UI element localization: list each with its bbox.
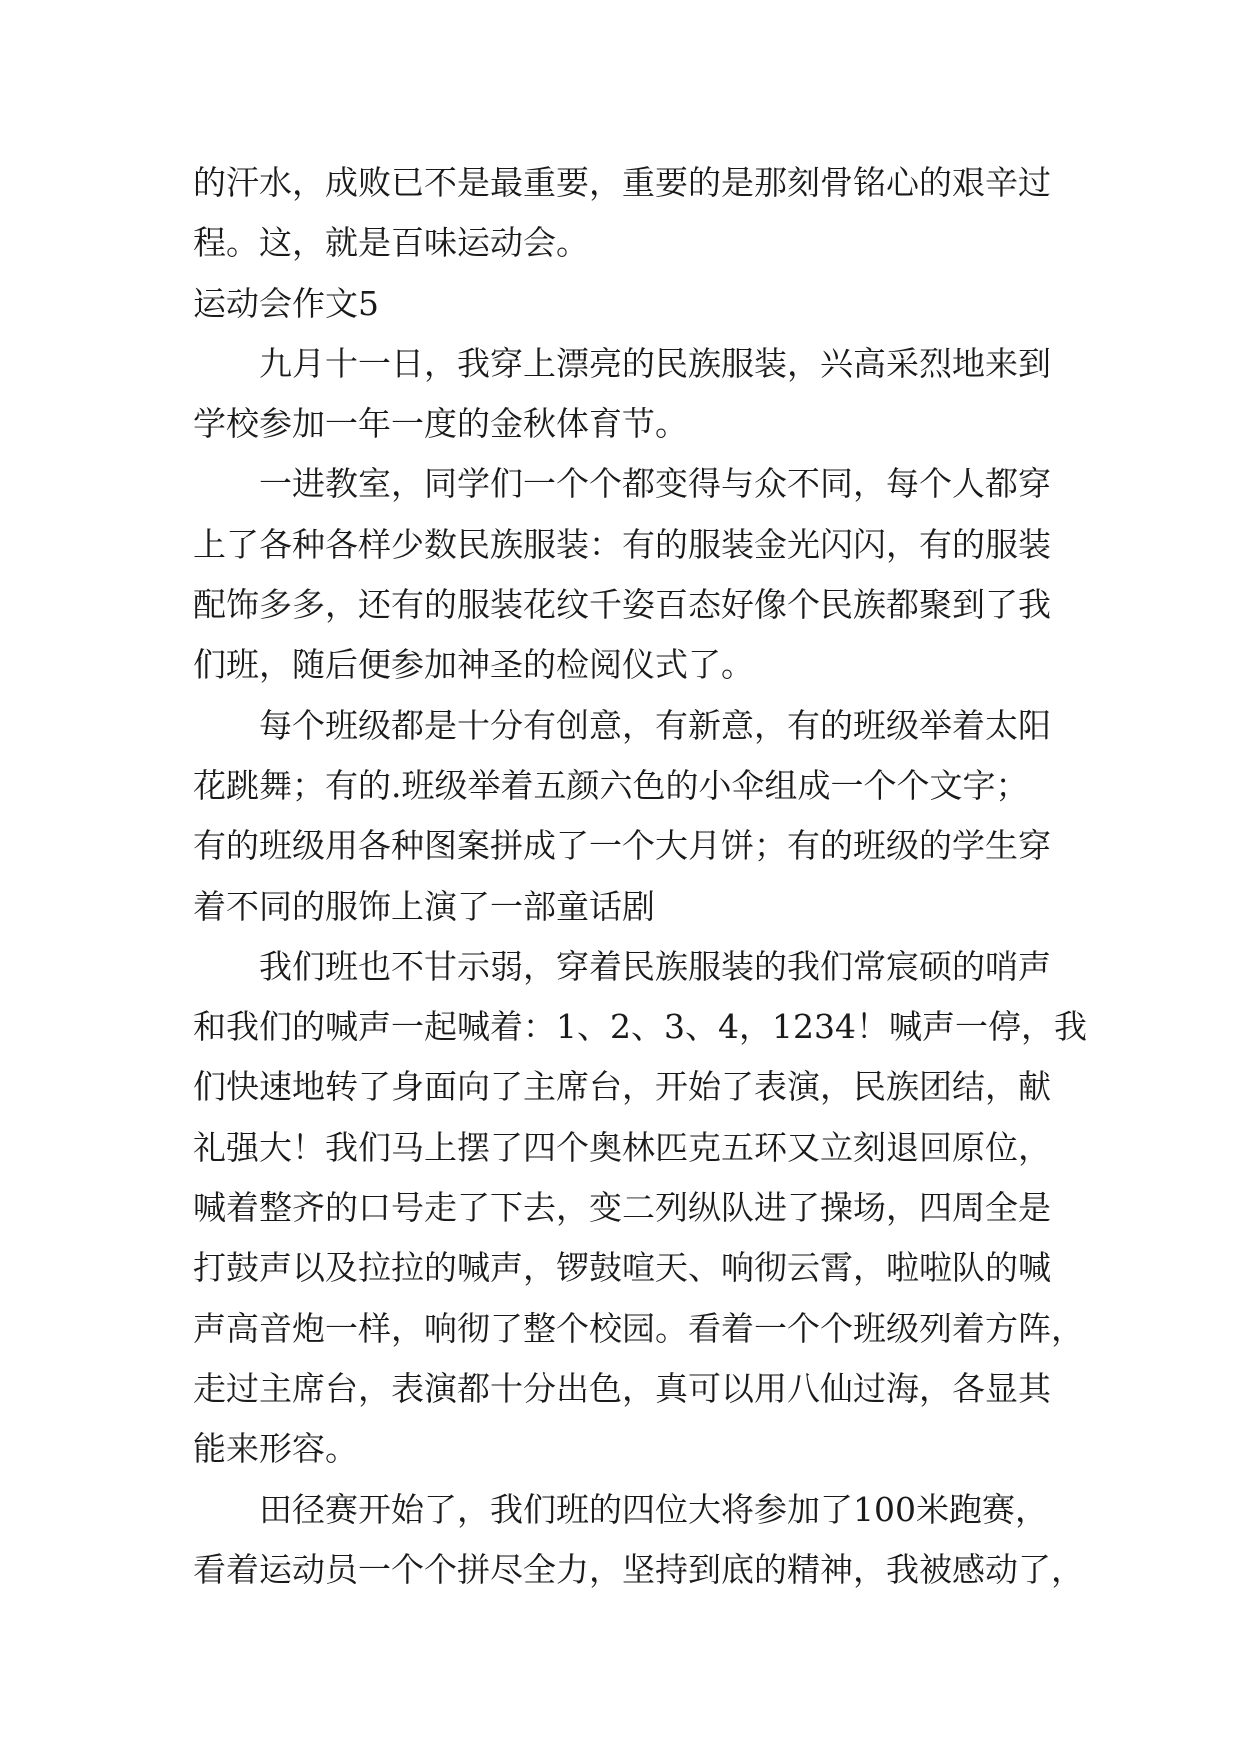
text-line: 程。这，就是百味运动会。 (193, 223, 589, 263)
text-line: 花跳舞；有的.班级举着五颜六色的小伞组成一个个文字； (193, 765, 1029, 805)
text-line: 能来形容。 (193, 1429, 358, 1469)
text-line: 的汗水，成败已不是最重要，重要的是那刻骨铭心的艰辛过 (193, 163, 1051, 202)
text-line: 上了各种各样少数民族服装：有的服装金光闪闪，有的服装 (193, 524, 1051, 564)
text-line: 一进教室，同学们一个个都变得与众不同，每个人都穿 (259, 464, 1051, 504)
text-line: 每个班级都是十分有创意，有新意，有的班级举着太阳 (259, 705, 1051, 745)
text-line: 田径赛开始了，我们班的四位大将参加了100米跑赛， (259, 1489, 1048, 1529)
text-line: 学校参加一年一度的金秋体育节。 (193, 404, 688, 444)
text-line: 着不同的服饰上演了一部童话剧 (193, 886, 655, 926)
text-line: 们快速地转了身面向了主席台，开始了表演，民族团结，献 (193, 1067, 1051, 1107)
text-line: 打鼓声以及拉拉的喊声，锣鼓喧天、响彻云霄，啦啦队的喊 (193, 1248, 1051, 1288)
text-line: 和我们的喊声一起喊着：1、2、3、4，1234！喊声一停，我 (193, 1007, 1087, 1047)
text-line: 九月十一日，我穿上漂亮的民族服装，兴高采烈地来到 (259, 343, 1051, 383)
text-line: 走过主席台，表演都十分出色，真可以用八仙过海，各显其 (193, 1368, 1051, 1408)
text-line: 喊着整齐的口号走了下去，变二列纵队进了操场，四周全是 (193, 1188, 1051, 1228)
text-line: 礼强大！我们马上摆了四个奥林匹克五环又立刻退回原位， (193, 1127, 1051, 1167)
text-line: 声高音炮一样，响彻了整个校园。看着一个个班级列着方阵， (193, 1308, 1084, 1348)
text-line: 我们班也不甘示弱，穿着民族服装的我们常宸硕的哨声 (259, 946, 1051, 986)
text-line: 有的班级用各种图案拼成了一个大月饼；有的班级的学生穿 (193, 826, 1051, 866)
text-line: 看着运动员一个个拼尽全力，坚持到底的精神，我被感动了， (193, 1549, 1084, 1589)
text-line: 们班，随后便参加神圣的检阅仪式了。 (193, 645, 754, 685)
text-line: 配饰多多，还有的服装花纹千姿百态好像个民族都聚到了我 (193, 585, 1051, 625)
article-body (193, 153, 1087, 1600)
section-heading: 运动会作文5 (193, 283, 379, 323)
